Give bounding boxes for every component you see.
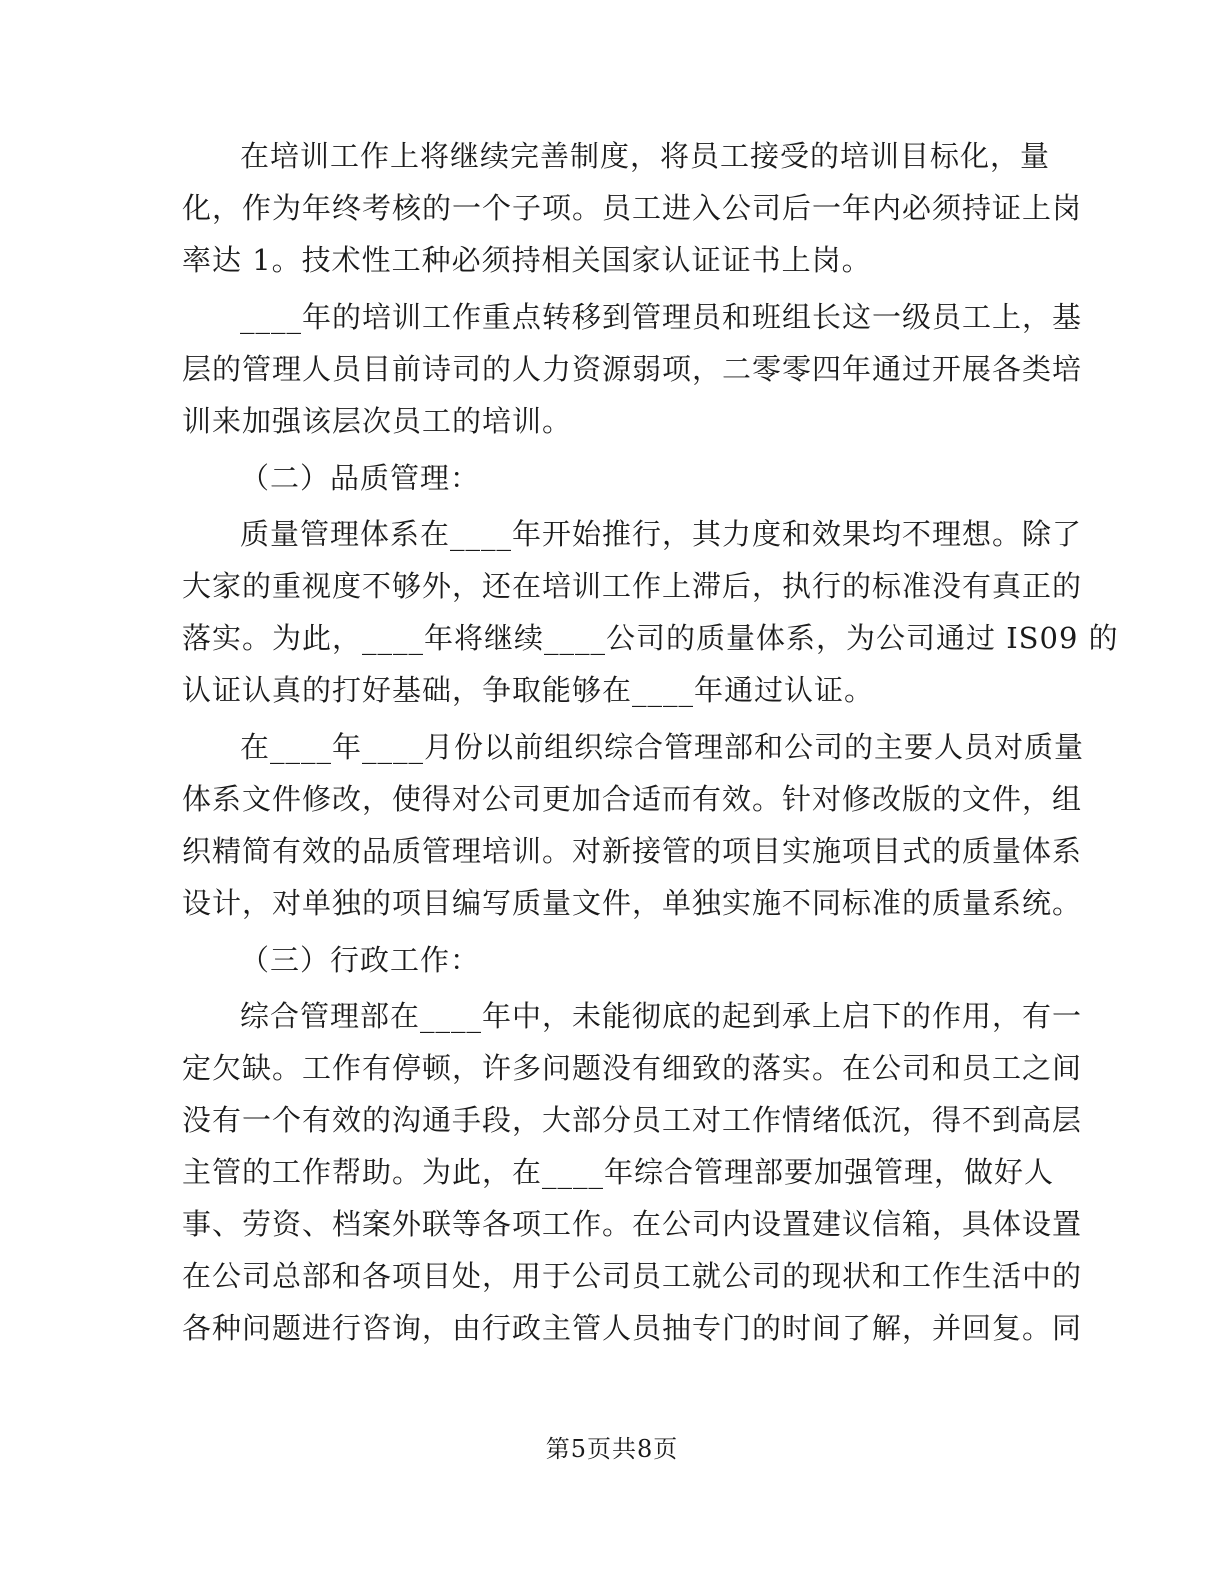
- paragraph-line: 率达 1。技术性工种必须持相关国家认证证书上岗。: [182, 243, 872, 277]
- paragraph-line: 没有一个有效的沟通手段，大部分员工对工作情绪低沉，得不到高层: [182, 1103, 1083, 1137]
- paragraph-line: 在公司总部和各项目处，用于公司员工就公司的现状和工作生活中的: [182, 1259, 1083, 1293]
- paragraph-line: 综合管理部在____年中，未能彻底的起到承上启下的作用，有一: [240, 999, 1083, 1033]
- paragraph-line: 体系文件修改，使得对公司更加合适而有效。针对修改版的文件，组: [182, 782, 1083, 816]
- paragraph-line: 在培训工作上将继续完善制度，将员工接受的培训目标化，量: [240, 139, 1051, 173]
- paragraph-line: 各种问题进行咨询，由行政主管人员抽专门的时间了解，并回复。同: [182, 1311, 1083, 1345]
- paragraph-line: 层的管理人员目前诗司的人力资源弱项，二零零四年通过开展各类培: [182, 352, 1083, 386]
- page-number: 第5页共8页: [545, 1435, 679, 1463]
- paragraph-line: 定欠缺。工作有停顿，许多问题没有细致的落实。在公司和员工之间: [182, 1051, 1083, 1085]
- paragraph-line: 主管的工作帮助。为此，在____年综合管理部要加强管理，做好人: [182, 1155, 1055, 1189]
- paragraph-line: 事、劳资、档案外联等各项工作。在公司内设置建议信箱，具体设置: [182, 1207, 1083, 1241]
- paragraph-line: ____年的培训工作重点转移到管理员和班组长这一级员工上，基: [240, 300, 1083, 334]
- paragraph-line: 落实。为此，____年将继续____公司的质量体系，为公司通过 IS09 的: [182, 621, 1119, 655]
- paragraph-line: 在____年____月份以前组织综合管理部和公司的主要人员对质量: [240, 730, 1085, 764]
- paragraph-line: 设计，对单独的项目编写质量文件，单独实施不同标准的质量系统。: [182, 886, 1083, 920]
- paragraph-line: 认证认真的打好基础，争取能够在____年通过认证。: [182, 673, 875, 707]
- paragraph-line: 大家的重视度不够外，还在培训工作上滞后，执行的标准没有真正的: [182, 569, 1083, 603]
- section-heading: （二）品质管理：: [240, 461, 481, 495]
- paragraph-line: 训来加强该层次员工的培训。: [182, 404, 573, 438]
- paragraph-line: 化，作为年终考核的一个子项。员工进入公司后一年内必须持证上岗: [182, 191, 1083, 225]
- paragraph-line: 织精简有效的品质管理培训。对新接管的项目实施项目式的质量体系: [182, 834, 1083, 868]
- section-heading: （三）行政工作：: [240, 943, 481, 977]
- paragraph-line: 质量管理体系在____年开始推行，其力度和效果均不理想。除了: [240, 517, 1083, 551]
